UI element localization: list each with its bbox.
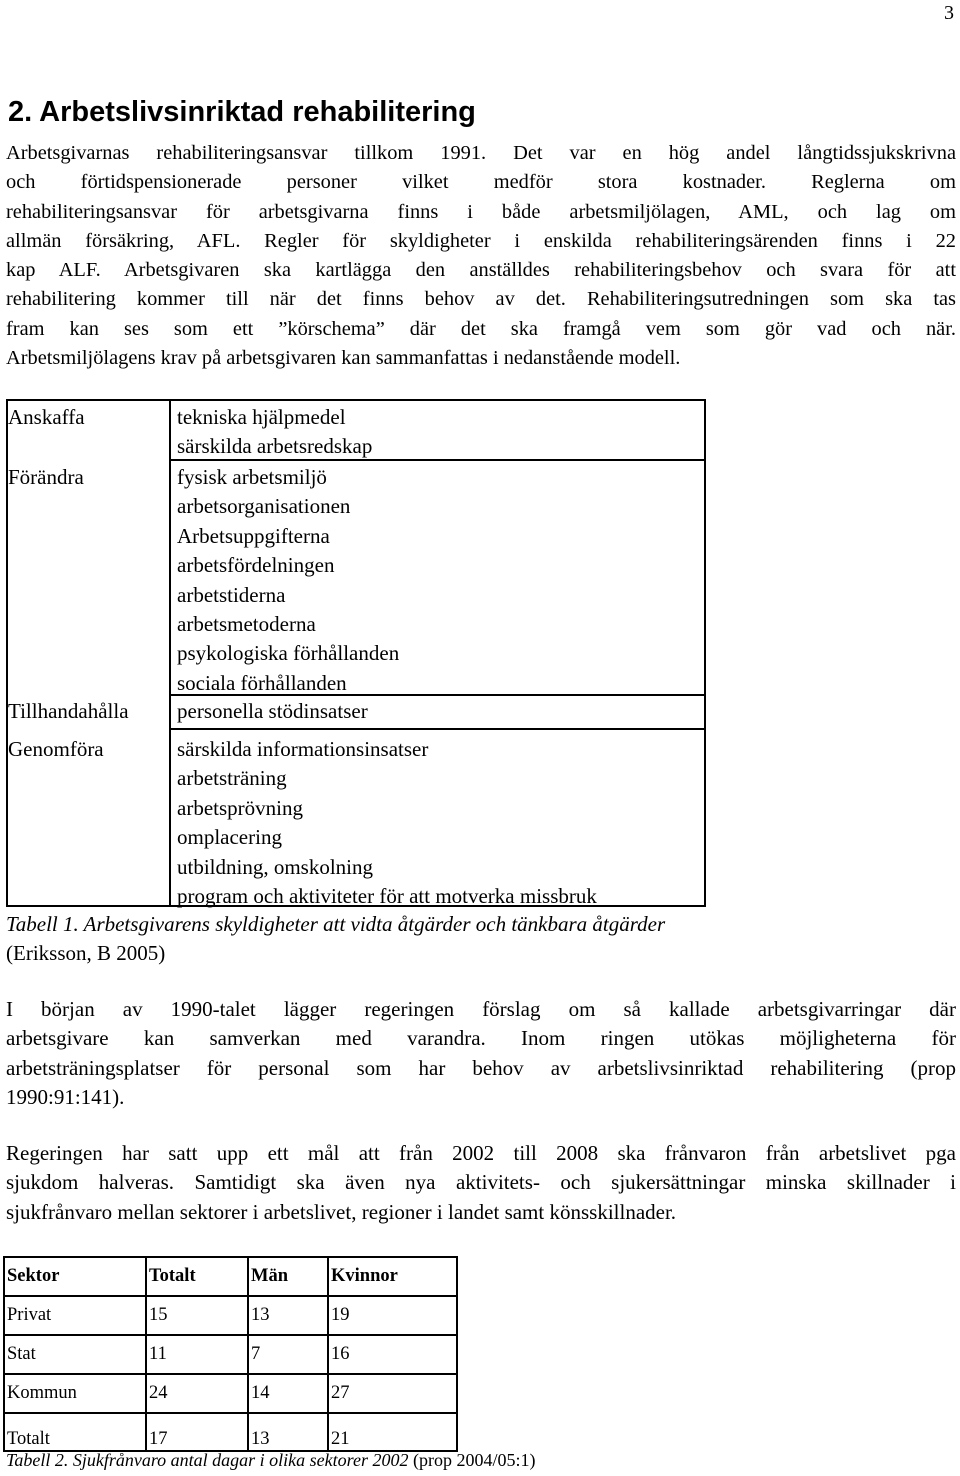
- table-cell: 13: [248, 1296, 328, 1335]
- list-item: fysisk arbetsmiljö: [177, 465, 327, 489]
- action-items-anskaffa: [177, 403, 372, 462]
- list-item: arbetsmetoderna: [177, 612, 316, 637]
- table1-caption-title: Tabell 1. Arbetsgivarens skyldigheter att vidta åtgärder och tänkbara åtgärder: [6, 912, 666, 936]
- table-cell: 14: [248, 1374, 328, 1413]
- list-item: psykologiska förhållanden: [177, 641, 400, 666]
- table-cell: Stat: [4, 1335, 146, 1374]
- table-divider: [169, 401, 171, 905]
- list-item: Arbetsuppgifterna: [177, 523, 330, 548]
- list-item: utbildning, omskolning: [177, 854, 374, 879]
- column-header: Sektor: [4, 1257, 146, 1296]
- table-cell: 15: [146, 1296, 248, 1335]
- text-line: sjukdom halveras. Samtidigt ska även nya aktivitets- och sjukersättningar minska skillnader i: [6, 1170, 956, 1195]
- text-line: arbetsträningsplatser för personal som har behov av arbetslivsinriktad rehabilitering (prop: [6, 1055, 956, 1080]
- action-label-tillhandahalla: Tillhandahålla: [8, 699, 129, 723]
- column-header: Kvinnor: [328, 1257, 457, 1296]
- table2-caption-source: (prop 2004/05:1): [413, 1450, 536, 1470]
- table-cell: 19: [328, 1296, 457, 1335]
- text-line: Arbetsgivarnas rehabiliteringsansvar tillkom 1991. Det var en hög andel långtidssjukskrivna: [6, 142, 956, 164]
- text-line: Regeringen har satt upp ett mål att från 2002 till 2008 ska frånvaron från arbetslivet pga: [6, 1141, 956, 1165]
- column-header: Totalt: [146, 1257, 248, 1296]
- table-row: [4, 1374, 457, 1413]
- table-row: [4, 1296, 457, 1335]
- text-line: sjukfrånvaro mellan sektorer i arbetslivet, regioner i landet samt könsskillnader.: [6, 1199, 677, 1224]
- text-line: rehabilitering kommer till när det finns behov av det. Rehabiliteringsutredningen som ska tas: [6, 288, 956, 311]
- table2-caption: [6, 1449, 535, 1471]
- text-line: 1990:91:141).: [6, 1084, 125, 1109]
- list-item: program och aktiviteter för att motverka missbruk: [177, 884, 597, 909]
- action-label-anskaffa: Anskaffa: [8, 405, 85, 429]
- action-items-genomfora: [177, 735, 597, 911]
- list-item: personella stödinsatser: [177, 699, 368, 723]
- text-line: Arbetsmiljölagens krav på arbetsgivaren kan sammanfattas i nedanstående modell.: [6, 347, 681, 370]
- text-line: I början av 1990-talet lägger regeringen förslag om så kallade arbetsgivarringar där: [6, 997, 956, 1021]
- list-item: arbetsfördelningen: [177, 553, 335, 578]
- list-item: arbetsprövning: [177, 795, 303, 820]
- text-line: rehabiliteringsansvar för arbetsgivarna finns i både arbetsmiljölagen, AML, och lag om: [6, 200, 956, 223]
- action-label-forandra: Förändra: [8, 465, 84, 489]
- table2-caption-title: Tabell 2. Sjukfrånvaro antal dagar i olika sektorer 2002: [6, 1450, 409, 1470]
- table-cell: Privat: [4, 1296, 146, 1335]
- list-item: särskilda informationsinsatser: [177, 737, 429, 761]
- body-paragraph-2: [6, 995, 956, 1112]
- table1-caption-source: (Eriksson, B 2005): [6, 941, 166, 965]
- table-cell: 24: [146, 1374, 248, 1413]
- text-line: arbetsgivare kan samverkan med varandra. Inom ringen utökas möjligheterna för: [6, 1026, 956, 1051]
- table1-caption: [6, 910, 665, 968]
- table-row: [4, 1335, 457, 1374]
- table-header-row: [4, 1257, 457, 1296]
- list-item: tekniska hjälpmedel: [177, 405, 346, 429]
- action-label-genomfora: Genomföra: [8, 737, 104, 761]
- text-line: kap ALF. Arbetsgivaren ska kartlägga den anställdes rehabiliteringsbehov och svara för att: [6, 259, 956, 282]
- sick-leave-table: [3, 1256, 458, 1452]
- table-row: [4, 1413, 457, 1451]
- list-item: sociala förhållanden: [177, 670, 347, 695]
- table-cell: 7: [248, 1335, 328, 1374]
- table-cell: Kommun: [4, 1374, 146, 1413]
- intro-paragraph: [6, 139, 956, 373]
- column-header: Män: [248, 1257, 328, 1296]
- section-heading: 2. Arbetslivsinriktad rehabilitering: [8, 96, 476, 128]
- employer-obligations-table: [6, 399, 706, 907]
- list-item: arbetsorganisationen: [177, 494, 351, 519]
- table-cell: 17: [146, 1413, 248, 1451]
- list-item: omplacering: [177, 825, 282, 850]
- text-line: fram kan ses som ett ”körschema” där det ska framgå vem som gör vad och när.: [6, 317, 956, 340]
- table-cell: 27: [328, 1374, 457, 1413]
- table-cell: Totalt: [4, 1413, 146, 1451]
- action-items-tillhandahalla: [177, 697, 368, 726]
- list-item: arbetstiderna: [177, 582, 286, 607]
- list-item: särskilda arbetsredskap: [177, 434, 373, 459]
- body-paragraph-3: [6, 1139, 956, 1227]
- table-cell: 21: [328, 1413, 457, 1451]
- text-line: och förtidspensionerade personer vilket medför stora kostnader. Reglerna om: [6, 171, 956, 194]
- table-cell: 11: [146, 1335, 248, 1374]
- page-number: 3: [944, 2, 954, 24]
- action-items-forandra: [177, 463, 399, 698]
- table-divider: [169, 728, 704, 730]
- table-cell: 13: [248, 1413, 328, 1451]
- list-item: arbetsträning: [177, 766, 287, 791]
- text-line: allmän försäkring, AFL. Regler för skyldigheter i enskilda rehabiliteringsärenden finns i 22: [6, 229, 956, 252]
- table-cell: 16: [328, 1335, 457, 1374]
